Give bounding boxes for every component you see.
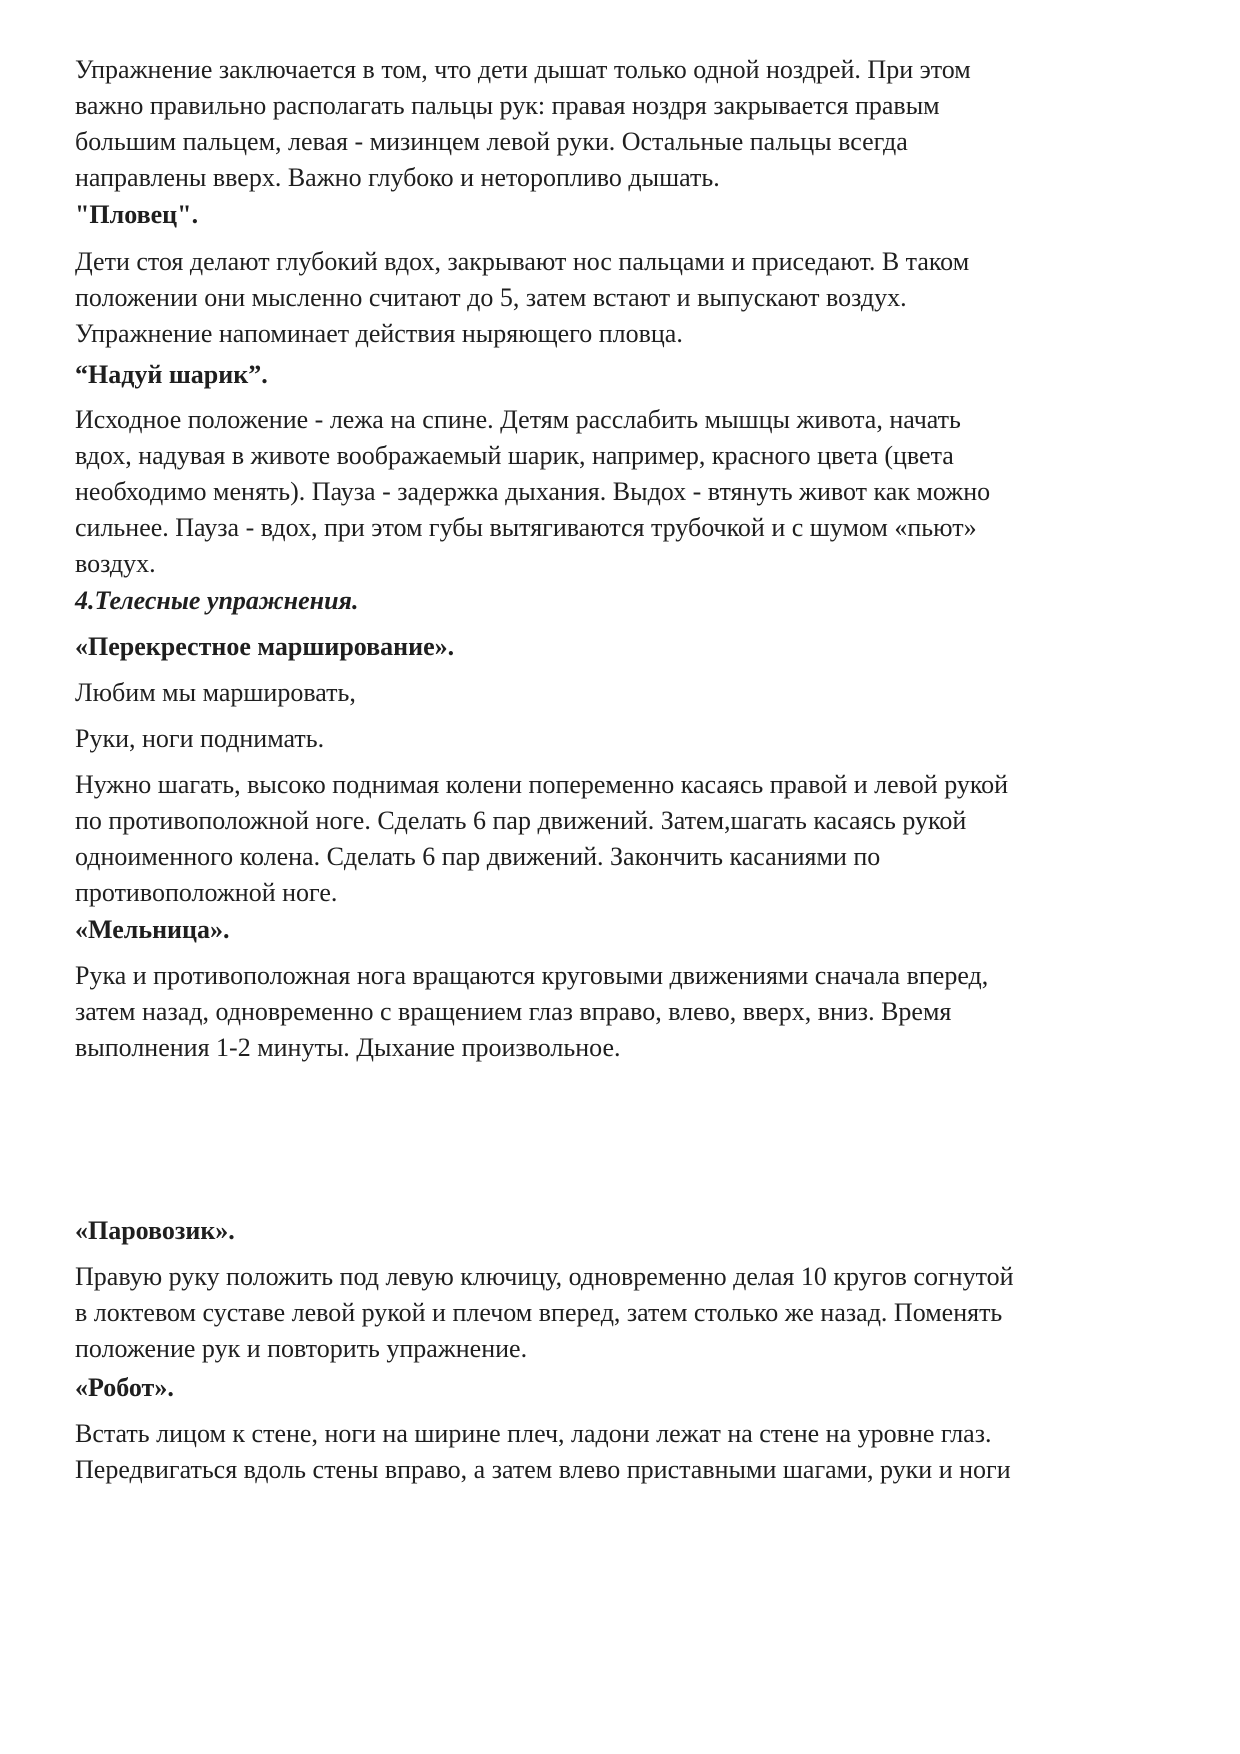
paragraph-robot: Встать лицом к стене, ноги на ширине плеч, ладони лежат на стене на уровне глаз. Передвигаться вдоль стены вправо, а затем влево приставными шагами, руки и ноги	[75, 1419, 1011, 1484]
paragraph-parovozik: Правую руку положить под левую ключицу, одновременно делая 10 кругов согнутой в локтевом суставе левой рукой и плечом вперед, затем столько же назад. Поменять положение рук и повторить упражнение.	[75, 1262, 1014, 1363]
section-heading-body-exercises: 4.Телесные упражнения.	[75, 586, 359, 615]
heading-naduy-sharik: “Надуй шарик”.	[75, 360, 268, 389]
heading-parovozik: «Паровозик».	[75, 1216, 235, 1245]
verse-line-1: Любим мы маршировать,	[75, 678, 356, 707]
paragraph-melnitsa: Рука и противоположная нога вращаются круговыми движениями сначала вперед, затем назад, одновременно с вращением глаз вправо, влево, вверх, вниз. Время выполнения 1-2 минуты. Дыхание произвольное.	[75, 961, 989, 1062]
paragraph-plovets: Дети стоя делают глубокий вдох, закрывают нос пальцами и приседают. В таком положении они мысленно считают до 5, затем встают и выпускают воздух. Упражнение напоминает действия ныряющего пловца.	[75, 247, 970, 348]
heading-plovets: "Пловец".	[75, 200, 199, 229]
paragraph-naduy-sharik: Исходное положение - лежа на спине. Детям расслабить мышцы живота, начать вдох, надувая в животе воображаемый шарик, например, красного цвета (цвета необходимо менять). Пауза - задержка дыхания. Выдох - втянуть живот как можно сильнее. Пауза - вдох, при этом губы вытягиваются трубочкой и с шумом «пьют» воздух.	[75, 405, 991, 578]
heading-cross-marching: «Перекрестное марширование».	[75, 632, 455, 661]
heading-robot: «Робот».	[75, 1373, 174, 1402]
paragraph-breathing-nostril: Упражнение заключается в том, что дети дышат только одной ноздрей. При этом важно правильно располагать пальцы рук: правая ноздря закрывается правым большим пальцем, левая - мизинцем левой руки. Остальные пальцы всегда направлены вверх. Важно глубоко и неторопливо дышать.	[75, 55, 971, 192]
heading-melnitsa: «Мельница».	[75, 915, 230, 944]
paragraph-cross-marching: Нужно шагать, высоко поднимая колени попеременно касаясь правой и левой рукой по противоположной ноге. Сделать 6 пар движений. Затем,шагать касаясь рукой одноименного колена. Сделать 6 пар движений. Закончить касаниями по противоположной ноге.	[75, 770, 1009, 907]
verse-line-2: Руки, ноги поднимать.	[75, 724, 325, 753]
